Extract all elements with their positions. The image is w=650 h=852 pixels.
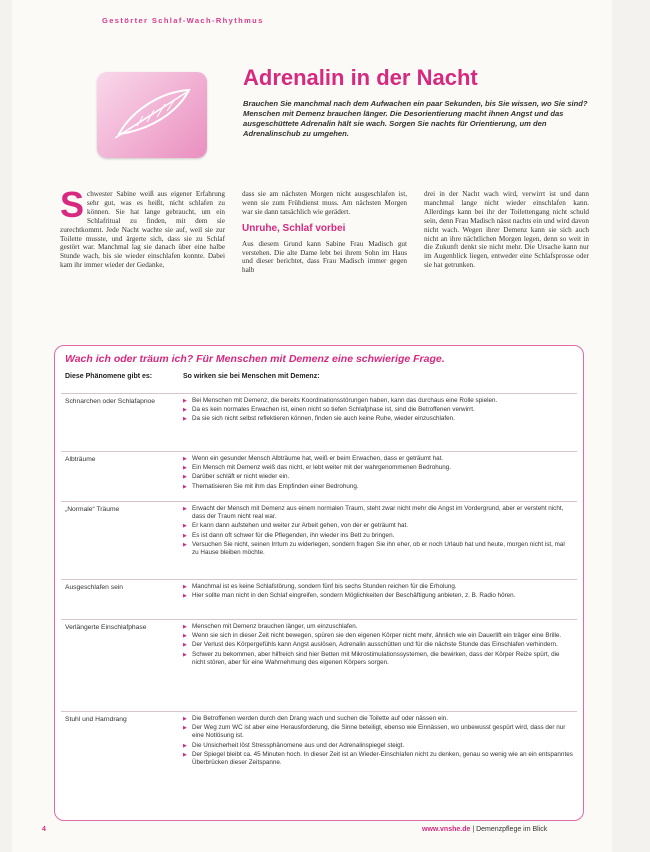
info-box <box>54 345 584 821</box>
body-column-1 <box>60 184 225 270</box>
list-item: ▶ Darüber schläft er nicht wieder ein. <box>183 473 573 481</box>
list-item: ▶ Es ist dann oft schwer für die Pflegenden, ihn wieder ins Bett zu bringen. <box>183 532 573 540</box>
list-item: ▶ Der Spiegel bleibt ca. 45 Minuten hoch. In dieser Zeit ist an Wieder-Einschlafen nicht zu denken, genau so wenig wie an ein entspanntes Überbrücken dieser Zeitspanne. <box>183 751 573 767</box>
subheading: Unruhe, Schlaf vorbei <box>242 222 346 234</box>
footer-publication <box>422 826 547 833</box>
page-sheet <box>12 0 612 852</box>
table-row <box>61 451 577 502</box>
table-header-phenomena: Diese Phänomene gibt es: <box>65 373 153 380</box>
info-box-title: Wach ich oder träum ich? Für Menschen mit Demenz eine schwierige Frage. <box>65 353 445 365</box>
column-3-text: drei in der Nacht wach wird, verwirrt ist und dann manchmal lange nicht wieder einschlafen kann. Allerdings kann bei ihr der Toilettengang nicht schuld sein, denn Frau Madisch nässt nachts ein und wird davon nicht wach. Wegen ihrer Demenz kann sie sich auch nicht an ihre nächtlichen Morgen legen, denn so weit in die Zukunft denkt sie nicht mehr. Die Ursache kann nur im Augenblick liegen, entweder eine Schlafsprosse oder sie hat getrunken. <box>424 190 589 270</box>
table-row <box>61 501 577 580</box>
list-item: ▶ Hier sollte man nicht in den Schlaf eingreifen, sondern Möglichkeiten der Beschäftigung anbieten, z. B. Radio hören. <box>183 592 573 600</box>
article-title: Adrenalin in der Nacht <box>243 65 478 90</box>
bullet-list <box>183 623 573 668</box>
bullet-list <box>183 583 573 601</box>
list-item: ▶ Bei Menschen mit Demenz, die bereits Koordinationsstörungen haben, kann das durchaus eine Rolle spielen. <box>183 397 573 405</box>
running-header <box>24 10 614 32</box>
list-item: ▶ Versuchen Sie nicht, seinen Irrtum zu widerlegen, sondern fragen Sie ihn eher, ob er noch Urlaub hat und heute, morgen nicht ist, mal zu Hause bleiben möchte. <box>183 541 573 557</box>
row-label: Schnarchen oder Schlafapnoe <box>65 398 155 405</box>
bullet-list <box>183 455 573 492</box>
list-item: ▶ Die Betroffenen werden durch den Drang wach und suchen die Toilette auf oder nässen ein. <box>183 715 573 723</box>
list-item: ▶ Menschen mit Demenz brauchen länger, um einzuschlafen. <box>183 623 573 631</box>
drop-cap: S <box>60 184 85 225</box>
list-item: ▶ Ein Mensch mit Demenz weiß das nicht, er lebt weiter mit der wahrgenommenen Bedrohung. <box>183 464 573 472</box>
footer-pub-name: | Demenzpflege im Blick <box>472 826 548 833</box>
list-item: ▶ Die Unsicherheit löst Stressphänomene aus und der Adrenalinspiegel steigt. <box>183 742 573 750</box>
bullet-list <box>183 505 573 558</box>
table-row <box>61 711 577 812</box>
column-2-text-a: dass sie am nächsten Morgen nicht ausgeschlafen ist, wenn sie zum Frühdienst muss. Am nächsten Morgen war sie dann tatsächlich wie gerädert. <box>242 190 407 216</box>
bullet-list <box>183 397 573 425</box>
row-label: Albträume <box>65 456 96 463</box>
row-label: „Normale“ Träume <box>65 506 120 513</box>
table-row <box>61 393 577 452</box>
feather-icon <box>97 72 207 158</box>
list-item: ▶ Der Verlust des Körpergefühls kann Angst auslösen, Adrenalin ausschütten und für die nächste Stunde das Einschlafen verhindern. <box>183 641 573 649</box>
list-item: ▶ Schwer zu bekommen, aber hilfreich sind hier Betten mit Mikrostimulationssystemen, die bewirken, dass der Körper Reize spürt, die nicht stören, aber für eine Wahrnehmung des eigenen Körpers sorgen. <box>183 651 573 667</box>
footer-url[interactable]: www.vnshe.de <box>422 826 471 833</box>
list-item: ▶ Manchmal ist es keine Schlafstörung, sondern fünf bis sechs Stunden reichen für die Erholung. <box>183 583 573 591</box>
bullet-list <box>183 715 573 768</box>
list-item: ▶ Thematisieren Sie mit ihm das Empfinden einer Bedrohung. <box>183 483 573 491</box>
list-item: ▶ Erwacht der Mensch mit Demenz aus einem normalen Traum, steht zwar nicht mehr die Angst im Vordergrund, aber er versteht nicht, dass der Traum nicht real war. <box>183 505 573 521</box>
feather-illustration <box>97 72 207 158</box>
body-column-2 <box>242 190 407 275</box>
column-1-text: chwester Sabine weiß aus eigener Erfahrung sehr gut, was es heißt, nicht schlafen zu können. Sie hat lange gebraucht, um ein Schlafritual zu finden, mit dem sie zurechtkommt. Jede Nacht wachte sie auf, weil sie zur Toilette musste, und ärgerte sich, dass sie zu Schlaf gestört war. Manchmal lag sie danach über eine halbe Stunde wach, bis sie wieder einschlafen konnte. Dabei kam ihr immer wieder der Gedanke, <box>60 190 225 270</box>
row-label: Verlängerte Einschlafphase <box>65 624 147 631</box>
list-item: ▶ Der Weg zum WC ist aber eine Herausforderung, die Sinne beteiligt, ebenso wie Einnässen, wo unbewusst gespürt wird, dass der nur eine Notlösung ist. <box>183 724 573 740</box>
article-intro: Brauchen Sie manchmal nach dem Aufwachen ein paar Sekunden, bis Sie wissen, wo Sie sind? Menschen mit Demenz brauchen länger. Die Desorientierung macht ihnen Angst und das ausgeschüttete Adrenalin hält sie wach. Sorgen Sie nachts für Orientierung, um den Adrenalinschub zu umgehen. <box>243 99 588 138</box>
column-2-text-b: Aus diesem Grund kann Sabine Frau Madisch gut verstehen. Die alte Dame lebt bei ihrem Sohn im Haus und dieser berichtet, dass Frau Madisch immer gegen halb <box>242 239 407 275</box>
page-number: 4 <box>42 826 46 833</box>
row-label: Ausgeschlafen sein <box>65 584 123 591</box>
list-item: ▶ Da es kein normales Erwachen ist, einen nicht so tiefen Schlafphase ist, sind die Betroffenen verwirrt. <box>183 406 573 414</box>
list-item: ▶ Wenn ein gesunder Mensch Albträume hat, weiß er beim Erwachen, dass er geträumt hat. <box>183 455 573 463</box>
row-label: Stuhl und Harndrang <box>65 716 127 723</box>
list-item: ▶ Er kann dann aufstehen und weiter zur Arbeit gehen, von der er geträumt hat. <box>183 522 573 530</box>
list-item: ▶ Da sie sich nicht selbst reflektieren können, finden sie auch keine Ruhe, wieder einzuschlafen. <box>183 415 573 423</box>
table-row <box>61 579 577 620</box>
table-header-effects: So wirken sie bei Menschen mit Demenz: <box>183 373 320 380</box>
list-item: ▶ Wenn sie sich in dieser Zeit nicht bewegen, spüren sie den eigenen Körper nicht mehr, ähnlich wie ein Dauerlift ein träger eine Brille. <box>183 632 573 640</box>
section-kicker: Gestörter Schlaf-Wach-Rhythmus <box>102 16 264 25</box>
body-column-3 <box>424 190 589 270</box>
article-body <box>60 184 590 330</box>
table-row <box>61 619 577 712</box>
